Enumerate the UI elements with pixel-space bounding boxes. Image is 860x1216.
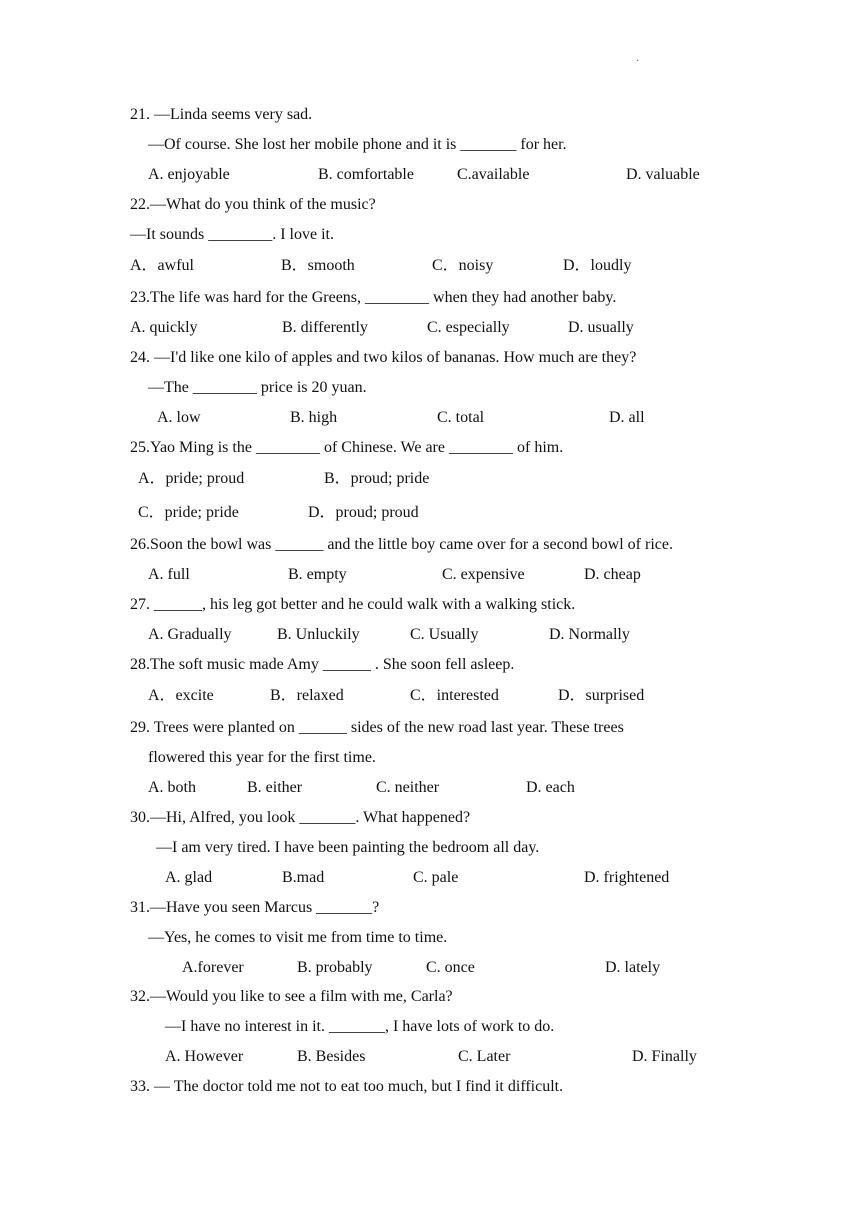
question-stem: 25.Yao Ming is the ________ of Chinese. We are ________ of him. [130, 439, 564, 456]
option-b: B. differently [282, 319, 368, 336]
question-stem: 27. ______, his leg got better and he could walk with a walking stick. [130, 596, 576, 613]
option-d: D. frightened [584, 869, 670, 886]
option-c: C．interested [410, 687, 499, 704]
option-d: D．loudly [563, 257, 632, 274]
option-d: D．proud; proud [308, 504, 419, 521]
option-a: A.forever [182, 959, 244, 976]
option-d: D. usually [568, 319, 634, 336]
option-c: C. Later [458, 1048, 511, 1065]
option-a: A．excite [148, 687, 214, 704]
option-d: D. valuable [626, 166, 700, 183]
option-c: C. once [426, 959, 475, 976]
option-a: A. Gradually [148, 626, 232, 643]
question-stem: 29. Trees were planted on ______ sides of the new road last year. These trees [130, 719, 624, 736]
option-a: A. However [165, 1048, 244, 1065]
option-c: C．pride; pride [138, 504, 239, 521]
option-a: A．pride; proud [138, 470, 245, 487]
option-a: A. both [148, 779, 196, 796]
option-b: B．proud; pride [324, 470, 430, 487]
option-d: D. Finally [632, 1048, 697, 1065]
option-a: A. quickly [130, 319, 198, 336]
question-stem: 28.The soft music made Amy ______ . She soon fell asleep. [130, 656, 515, 673]
option-c: C. expensive [442, 566, 525, 583]
question-stem: —Of course. She lost her mobile phone and it is _______ for her. [148, 136, 567, 153]
option-c: C. Usually [410, 626, 479, 643]
question-stem: —I am very tired. I have been painting the bedroom all day. [156, 839, 540, 856]
option-c: C. especially [427, 319, 510, 336]
option-b: B．smooth [281, 257, 355, 274]
option-d: D. each [526, 779, 575, 796]
question-stem: 32.—Would you like to see a film with me, Carla? [130, 988, 453, 1005]
question-stem: 22.—What do you think of the music? [130, 196, 376, 213]
question-stem: 24. —I'd like one kilo of apples and two kilos of bananas. How much are they? [130, 349, 637, 366]
option-d: D．surprised [558, 687, 645, 704]
question-stem: flowered this year for the first time. [148, 749, 376, 766]
question-stem: 21. —Linda seems very sad. [130, 106, 313, 123]
option-b: B. Unluckily [277, 626, 360, 643]
option-a: A. low [157, 409, 201, 426]
option-b: B. empty [288, 566, 347, 583]
question-stem: 33. — The doctor told me not to eat too much, but I find it difficult. [130, 1078, 564, 1095]
option-b: B.mad [282, 869, 325, 886]
option-a: A. full [148, 566, 190, 583]
option-d: D. cheap [584, 566, 641, 583]
option-b: B. either [247, 779, 303, 796]
question-stem: 23.The life was hard for the Greens, ________ when they had another baby. [130, 289, 617, 306]
option-d: D. lately [605, 959, 661, 976]
option-c: C. neither [376, 779, 440, 796]
question-stem: —The ________ price is 20 yuan. [148, 379, 367, 396]
question-stem: —It sounds ________. I love it. [130, 226, 334, 243]
option-c: C.available [457, 166, 530, 183]
question-stem: —Yes, he comes to visit me from time to time. [148, 929, 448, 946]
question-stem: —I have no interest in it. _______, I have lots of work to do. [165, 1018, 555, 1035]
option-b: B. high [290, 409, 338, 426]
option-d: D. Normally [549, 626, 630, 643]
question-stem: 30.—Hi, Alfred, you look _______. What happened? [130, 809, 471, 826]
option-a: A. enjoyable [148, 166, 230, 183]
option-c: C．noisy [432, 257, 494, 274]
option-c: C. pale [413, 869, 459, 886]
option-b: B. comfortable [318, 166, 414, 183]
question-stem: 31.—Have you seen Marcus _______? [130, 899, 380, 916]
option-b: B. probably [297, 959, 373, 976]
option-a: A. glad [165, 869, 213, 886]
option-b: B. Besides [297, 1048, 366, 1065]
page-mark: · [636, 56, 640, 67]
option-b: B．relaxed [270, 687, 344, 704]
option-c: C. total [437, 409, 485, 426]
option-a: A．awful [130, 257, 194, 274]
question-stem: 26.Soon the bowl was ______ and the little boy came over for a second bowl of rice. [130, 536, 673, 553]
option-d: D. all [609, 409, 645, 426]
